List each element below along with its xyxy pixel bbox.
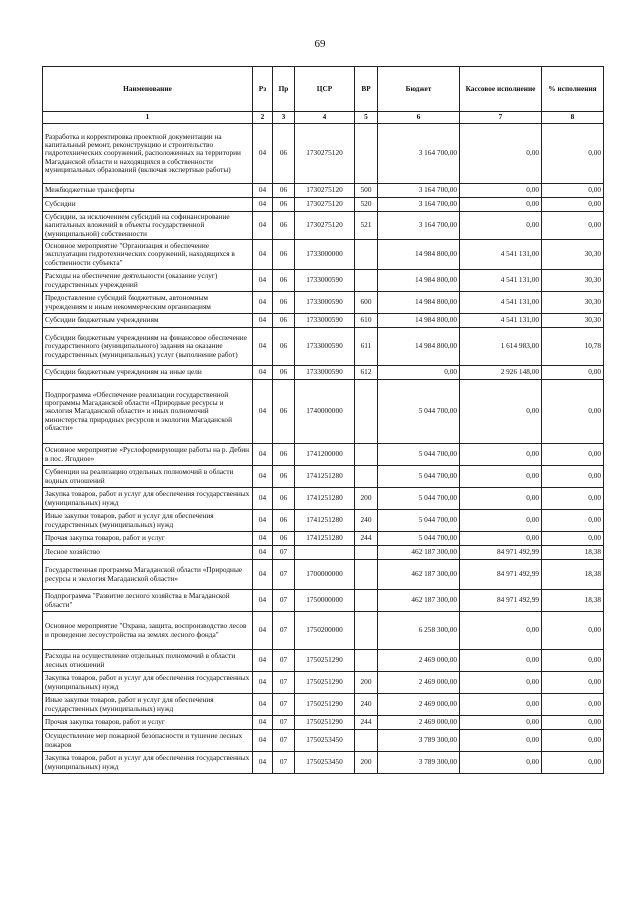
row-name-cell: Закупка товаров, работ и услуг для обеспечения государственных (муниципальных) нужд [43,752,253,774]
row-csr-cell: 1750251290 [295,672,355,694]
row-cash-cell: 84 971 492,99 [460,560,542,590]
row-name-cell: Государственная программа Магаданской области «Природные ресурсы и экология Магаданской области» [43,560,253,590]
header-name: Наименование [43,67,253,112]
row-pct-cell: 18,38 [542,590,604,612]
row-rz-cell: 04 [253,590,273,612]
row-budget-cell: 462 187 300,00 [378,546,460,560]
row-cash-cell: 0,00 [460,198,542,212]
table-row [43,380,604,444]
row-vr-cell [355,240,378,270]
row-vr-cell [355,560,378,590]
row-name-cell: Прочая закупка товаров, работ и услуг [43,532,253,546]
row-pct-cell: 18,38 [542,560,604,590]
row-vr-cell [355,730,378,752]
table-row [43,730,604,752]
row-pr-cell: 07 [273,560,295,590]
row-name-cell: Иные закупки товаров, работ и услуг для обеспечения государственных (муниципальных) нужд [43,510,253,532]
row-rz-cell: 04 [253,240,273,270]
row-vr-cell [355,270,378,292]
row-cash-cell: 0,00 [460,184,542,198]
row-pct-cell: 18,38 [542,546,604,560]
row-pct-cell: 0,00 [542,752,604,774]
table-row [43,444,604,466]
row-pr-cell: 07 [273,590,295,612]
row-budget-cell: 5 044 700,00 [378,444,460,466]
row-pr-cell: 06 [273,444,295,466]
row-pr-cell: 06 [273,366,295,380]
row-name-cell: Осуществление мер пожарной безопасности и тушение лесных пожаров [43,730,253,752]
row-pct-cell: 0,00 [542,380,604,444]
page-number: 69 [314,38,326,50]
header-row [43,67,604,112]
row-csr-cell: 1741200000 [295,444,355,466]
table-row [43,124,604,184]
table-row [43,292,604,314]
row-name-cell: Лесное хозяйство [43,546,253,560]
row-pct-cell: 0,00 [542,124,604,184]
row-vr-cell [355,546,378,560]
row-pct-cell: 0,00 [542,366,604,380]
row-csr-cell: 1733000590 [295,366,355,380]
row-cash-cell: 2 926 148,00 [460,366,542,380]
row-cash-cell: 0,00 [460,212,542,240]
row-budget-cell: 5 044 700,00 [378,532,460,546]
row-csr-cell: 1750253450 [295,752,355,774]
row-csr-cell: 1750251290 [295,694,355,716]
row-rz-cell: 04 [253,328,273,366]
row-budget-cell: 3 164 700,00 [378,198,460,212]
header-budget: Бюджет [378,67,460,112]
row-csr-cell [295,546,355,560]
row-csr-cell: 1750000000 [295,590,355,612]
row-name-cell: Субсидии, за исключением субсидий на софинансирование капитальных вложений в объекты государственной (муниципальной) собственности [43,212,253,240]
row-budget-cell: 5 044 700,00 [378,466,460,488]
table-row [43,488,604,510]
row-name-cell: Расходы на обеспечение деятельности (оказание услуг) государственных учреждений [43,270,253,292]
row-pr-cell: 07 [273,730,295,752]
row-csr-cell: 1740000000 [295,380,355,444]
row-vr-cell: 200 [355,672,378,694]
row-vr-cell [355,650,378,672]
row-pct-cell: 0,00 [542,444,604,466]
row-vr-cell: 521 [355,212,378,240]
header-csr: ЦСР [295,67,355,112]
row-pct-cell: 0,00 [542,198,604,212]
row-vr-cell [355,124,378,184]
row-csr-cell: 1741251280 [295,532,355,546]
row-pct-cell: 0,00 [542,650,604,672]
row-name-cell: Основное мероприятие "Охрана, защита, воспроизводство лесов и проведение лесоустройства на землях лесного фонда" [43,612,253,650]
row-vr-cell: 244 [355,716,378,730]
row-cash-cell: 0,00 [460,466,542,488]
row-budget-cell: 6 258 300,00 [378,612,460,650]
column-number: 8 [542,112,604,124]
row-csr-cell: 1750251290 [295,650,355,672]
row-vr-cell [355,380,378,444]
row-cash-cell: 0,00 [460,124,542,184]
row-budget-cell: 2 469 000,00 [378,694,460,716]
row-name-cell: Субсидии бюджетным учреждениям на финансовое обеспечение государственного (муниципального) задания на оказание государственных (муниципальных) услуг (выполнение работ) [43,328,253,366]
table-row [43,672,604,694]
row-budget-cell: 3 789 300,00 [378,730,460,752]
row-vr-cell [355,466,378,488]
row-vr-cell: 240 [355,694,378,716]
row-pct-cell: 0,00 [542,716,604,730]
row-pr-cell: 06 [273,532,295,546]
table-row [43,184,604,198]
table-row [43,212,604,240]
table-row [43,560,604,590]
row-pct-cell: 0,00 [542,212,604,240]
row-name-cell: Предоставление субсидий бюджетным, автономным учреждениям и иным некоммерческим организациям [43,292,253,314]
row-name-cell: Закупка товаров, работ и услуг для обеспечения государственных (муниципальных) нужд [43,488,253,510]
row-csr-cell: 1741251280 [295,510,355,532]
row-vr-cell: 610 [355,314,378,328]
row-pct-cell: 0,00 [542,730,604,752]
header-vr: ВР [355,67,378,112]
row-pr-cell: 07 [273,694,295,716]
row-rz-cell: 04 [253,560,273,590]
column-number: 6 [378,112,460,124]
row-rz-cell: 04 [253,694,273,716]
row-name-cell: Основное мероприятие «Руслоформирующие работы на р. Дебин в пос. Ягодное» [43,444,253,466]
row-csr-cell: 1741251280 [295,466,355,488]
row-budget-cell: 3 164 700,00 [378,124,460,184]
row-cash-cell: 0,00 [460,510,542,532]
row-pr-cell: 06 [273,198,295,212]
row-rz-cell: 04 [253,184,273,198]
row-pct-cell: 0,00 [542,488,604,510]
row-budget-cell: 14 984 800,00 [378,240,460,270]
row-vr-cell: 520 [355,198,378,212]
row-budget-cell: 0,00 [378,366,460,380]
row-pr-cell: 06 [273,124,295,184]
row-cash-cell: 0,00 [460,380,542,444]
row-csr-cell: 1750253450 [295,730,355,752]
row-name-cell: Иные закупки товаров, работ и услуг для обеспечения государственных (муниципальных) нужд [43,694,253,716]
row-rz-cell: 04 [253,212,273,240]
row-cash-cell: 0,00 [460,650,542,672]
row-pr-cell: 06 [273,510,295,532]
row-pr-cell: 06 [273,240,295,270]
row-rz-cell: 04 [253,612,273,650]
row-budget-cell: 3 789 300,00 [378,752,460,774]
row-pr-cell: 06 [273,328,295,366]
row-rz-cell: 04 [253,546,273,560]
table-row [43,328,604,366]
row-rz-cell: 04 [253,510,273,532]
row-pr-cell: 07 [273,546,295,560]
row-csr-cell: 1750200000 [295,612,355,650]
column-number: 5 [355,112,378,124]
row-name-cell: Субсидии [43,198,253,212]
row-csr-cell: 1733000590 [295,314,355,328]
row-pct-cell: 0,00 [542,612,604,650]
row-cash-cell: 4 541 131,00 [460,240,542,270]
row-name-cell: Субвенции на реализацию отдельных полномочий в области водных отношений [43,466,253,488]
row-budget-cell: 14 984 800,00 [378,292,460,314]
column-number: 4 [295,112,355,124]
row-budget-cell: 462 187 300,00 [378,590,460,612]
row-pr-cell: 06 [273,488,295,510]
table-row [43,650,604,672]
column-number-row [43,112,604,124]
row-vr-cell: 200 [355,752,378,774]
header-pct: % исполнения [542,67,604,112]
row-cash-cell: 1 614 983,00 [460,328,542,366]
row-vr-cell: 240 [355,510,378,532]
row-budget-cell: 462 187 300,00 [378,560,460,590]
row-vr-cell: 200 [355,488,378,510]
row-rz-cell: 04 [253,292,273,314]
row-pct-cell: 0,00 [542,184,604,198]
row-vr-cell: 611 [355,328,378,366]
row-pr-cell: 06 [273,292,295,314]
row-rz-cell: 04 [253,532,273,546]
row-vr-cell: 600 [355,292,378,314]
row-csr-cell: 1700000000 [295,560,355,590]
row-pr-cell: 07 [273,650,295,672]
row-rz-cell: 04 [253,444,273,466]
row-cash-cell: 0,00 [460,752,542,774]
row-name-cell: Прочая закупка товаров, работ и услуг [43,716,253,730]
row-csr-cell: 1730275120 [295,124,355,184]
row-vr-cell: 612 [355,366,378,380]
row-pct-cell: 0,00 [542,672,604,694]
row-csr-cell: 1730275120 [295,212,355,240]
row-cash-cell: 4 541 131,00 [460,314,542,328]
row-budget-cell: 2 469 000,00 [378,650,460,672]
table-row [43,314,604,328]
row-cash-cell: 0,00 [460,730,542,752]
header-pr: Пр [273,67,295,112]
row-vr-cell: 244 [355,532,378,546]
row-pr-cell: 07 [273,672,295,694]
row-csr-cell: 1741251280 [295,488,355,510]
row-csr-cell: 1733000000 [295,240,355,270]
row-pct-cell: 30,30 [542,270,604,292]
row-csr-cell: 1733000590 [295,270,355,292]
table-row [43,532,604,546]
header-rz: Рз [253,67,273,112]
row-rz-cell: 04 [253,314,273,328]
row-budget-cell: 5 044 700,00 [378,510,460,532]
row-budget-cell: 14 984 800,00 [378,328,460,366]
row-rz-cell: 04 [253,752,273,774]
row-csr-cell: 1730275120 [295,184,355,198]
budget-table [42,66,604,774]
row-csr-cell: 1733000590 [295,292,355,314]
row-rz-cell: 04 [253,466,273,488]
row-budget-cell: 5 044 700,00 [378,380,460,444]
row-name-cell: Субсидии бюджетным учреждениям на иные цели [43,366,253,380]
row-pct-cell: 30,30 [542,240,604,270]
row-pr-cell: 06 [273,314,295,328]
row-rz-cell: 04 [253,672,273,694]
row-csr-cell: 1750251290 [295,716,355,730]
row-rz-cell: 04 [253,650,273,672]
row-cash-cell: 4 541 131,00 [460,292,542,314]
table-row [43,240,604,270]
row-pr-cell: 06 [273,212,295,240]
row-pr-cell: 07 [273,612,295,650]
row-name-cell: Подпрограмма "Развитие лесного хозяйства в Магаданской области" [43,590,253,612]
row-rz-cell: 04 [253,380,273,444]
row-csr-cell: 1730275120 [295,198,355,212]
row-budget-cell: 5 044 700,00 [378,488,460,510]
row-pct-cell: 0,00 [542,694,604,716]
row-vr-cell [355,444,378,466]
row-name-cell: Закупка товаров, работ и услуг для обеспечения государственных (муниципальных) нужд [43,672,253,694]
header-cash: Кассовое исполнение [460,67,542,112]
row-cash-cell: 0,00 [460,444,542,466]
table-row [43,546,604,560]
column-number: 3 [273,112,295,124]
row-budget-cell: 3 164 700,00 [378,212,460,240]
row-pr-cell: 07 [273,752,295,774]
row-pct-cell: 0,00 [542,532,604,546]
table-row [43,752,604,774]
row-name-cell: Разработка и корректировка проектной документации на капитальный ремонт, реконструкцию и строительство гидротехнических сооружений, расположенных на территории Магаданской области и находящихся в собственности муниципальных образований (включая экспертные работы) [43,124,253,184]
row-cash-cell: 0,00 [460,672,542,694]
table-row [43,590,604,612]
row-pr-cell: 06 [273,380,295,444]
row-cash-cell: 4 541 131,00 [460,270,542,292]
row-cash-cell: 0,00 [460,532,542,546]
row-pr-cell: 07 [273,716,295,730]
row-rz-cell: 04 [253,366,273,380]
row-csr-cell: 1733000590 [295,328,355,366]
table-row [43,270,604,292]
row-pct-cell: 30,30 [542,292,604,314]
row-pr-cell: 06 [273,466,295,488]
row-pr-cell: 06 [273,270,295,292]
row-budget-cell: 2 469 000,00 [378,672,460,694]
row-pct-cell: 0,00 [542,466,604,488]
row-name-cell: Расходы на осуществление отдельных полномочий в области лесных отношений [43,650,253,672]
row-pct-cell: 30,30 [542,314,604,328]
row-budget-cell: 2 469 000,00 [378,716,460,730]
row-vr-cell [355,612,378,650]
row-rz-cell: 04 [253,124,273,184]
row-rz-cell: 04 [253,730,273,752]
row-budget-cell: 14 984 800,00 [378,314,460,328]
row-vr-cell: 500 [355,184,378,198]
table-row [43,510,604,532]
row-name-cell: Основное мероприятие "Организация и обеспечение эксплуатации гидротехнических сооружений, находящихся в собственности субъекта" [43,240,253,270]
row-cash-cell: 0,00 [460,716,542,730]
row-cash-cell: 0,00 [460,488,542,510]
row-name-cell: Подпрограмма «Обеспечение реализации государственной программы Магаданской области «Природные ресурсы и экология Магаданской области» и иных полномочий министерства природных ресурсов и экологии Магаданской области» [43,380,253,444]
row-budget-cell: 14 984 800,00 [378,270,460,292]
row-budget-cell: 3 164 700,00 [378,184,460,198]
table-row [43,716,604,730]
table-row [43,612,604,650]
row-rz-cell: 04 [253,270,273,292]
column-number: 7 [460,112,542,124]
row-pct-cell: 0,00 [542,510,604,532]
row-cash-cell: 84 971 492,99 [460,546,542,560]
row-cash-cell: 0,00 [460,612,542,650]
row-name-cell: Межбюджетные трансферты [43,184,253,198]
column-number: 1 [43,112,253,124]
table-row [43,366,604,380]
row-vr-cell [355,590,378,612]
table-row [43,694,604,716]
table-row [43,466,604,488]
row-pct-cell: 10,78 [542,328,604,366]
row-cash-cell: 84 971 492,99 [460,590,542,612]
row-rz-cell: 04 [253,198,273,212]
table-row [43,198,604,212]
row-pr-cell: 06 [273,184,295,198]
row-cash-cell: 0,00 [460,694,542,716]
row-rz-cell: 04 [253,716,273,730]
column-number: 2 [253,112,273,124]
row-rz-cell: 04 [253,488,273,510]
row-name-cell: Субсидии бюджетным учреждениям [43,314,253,328]
